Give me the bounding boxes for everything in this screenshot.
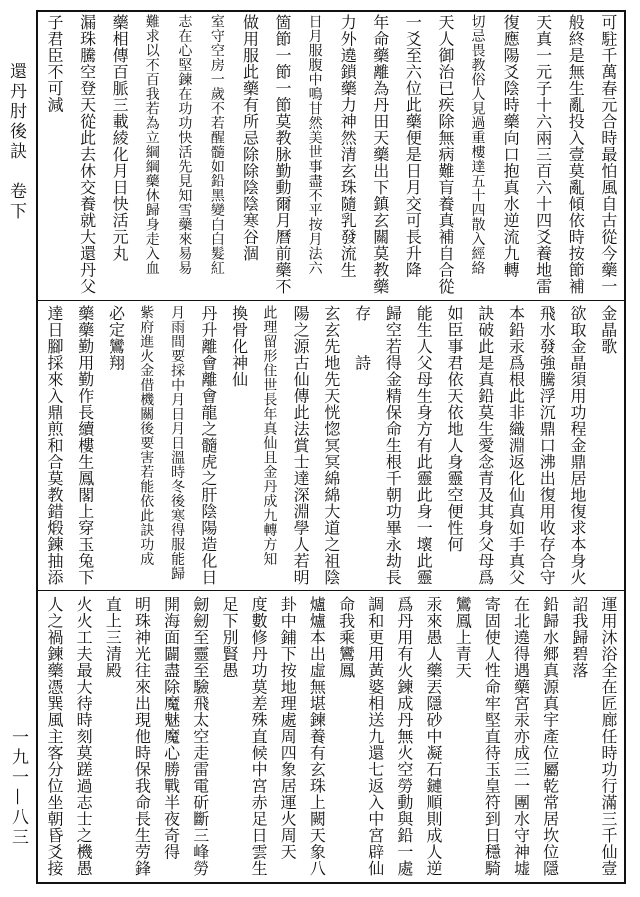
text-column: 鉛歸水郷真源真宇產位屬乾常居坎位隱 xyxy=(540,596,560,877)
text-column: 在北遶得遇藥宮汞亦成三一團水守神墟 xyxy=(511,596,531,877)
text-column: 足下別賢愚 xyxy=(219,596,239,679)
text-column: 寄固使人性命牢堅直待玉皇符到日穩騎 xyxy=(482,596,502,877)
text-column: 劒劒至靈至驗飛太空走雷電斫斷三峰勞 xyxy=(190,596,210,877)
text-column: 詔我歸碧落 xyxy=(569,596,589,679)
text-column: 玄玄先地先天恍惚冥冥綿綿大道之祖陰 xyxy=(321,305,341,586)
text-column: 欲取金晶須用功程金鼎居地復求本身火 xyxy=(568,305,588,586)
text-column: 漏珠騰空登天從此去休交養就大還丹父 xyxy=(77,14,97,295)
text-column: 火火工夫最大待時刻莫蹉過志士之機愚 xyxy=(74,596,94,877)
text-column: 度數修丹功莫差殊直候中宮赤足日雲生 xyxy=(249,596,269,877)
text-column: 丹升離會離會龍之髓虎之肝陰陽造化日 xyxy=(198,305,218,586)
text-column: 鸞鳳上青天 xyxy=(453,596,473,679)
text-column: 能生人父母生身方有此靈此身一壞此靈 xyxy=(414,305,434,586)
text-column: 箇節一節一節莫教脉勤動爾月曆前藥不 xyxy=(273,14,293,295)
page-frame xyxy=(36,10,626,884)
text-column: 爐爐本出虛無堪鍊養有玄珠上闕天象八 xyxy=(307,596,327,877)
text-column: 藥藥勤用勤作長續樓生鳳閣上穿玉兔下 xyxy=(75,305,95,586)
text-column: 汞來愚人藥丟隱砂中凝石鏈順則成人逆 xyxy=(424,596,444,877)
text-column: 做用服此藥有所忌除除陰陰寒谷涸 xyxy=(240,14,260,262)
text-column: 天真一元子十六兩三百六十四爻養地雷 xyxy=(533,14,553,295)
text-column: 室守空房一歲不若醒髓如鉛黑變白白髮紅 xyxy=(208,14,225,275)
text-column: 切忌畏教俗人見過重樓達五十四散入經絡 xyxy=(469,14,486,275)
text-column: 運用沐浴全在匠廊任時功行滿三千仙壹 xyxy=(598,596,618,877)
text-column: 年命藥離為丹田天藥出下鎮玄關莫教藥 xyxy=(370,14,390,295)
text-column: 必定鸞翔 xyxy=(106,305,126,371)
text-column: 力外遶鎖藥力神然清玄珠隨乳發流生 xyxy=(338,14,358,278)
text-band-upper xyxy=(40,12,622,298)
band-divider xyxy=(38,590,624,591)
text-column: 人之禍鍊藥憑巽風主客分位坐朝昏爻接 xyxy=(45,596,64,877)
text-column: 子君臣不可減 xyxy=(45,14,64,113)
text-column: 明珠神光往來出現他時保我命長生劳鋒 xyxy=(132,596,152,877)
text-column: 直上三清殿 xyxy=(103,596,123,679)
text-column: 復應陽爻陰時藥向口抱真水逆流九轉 xyxy=(501,14,521,278)
text-column: 般終是無生亂投入壹莫亂傾依時按節補 xyxy=(566,14,586,295)
text-column: 日月服腹中鳴甘然美世事盡不平按月法六 xyxy=(306,14,323,275)
text-column: 飛水發強騰浮沉鼎口沸出復用收存合守 xyxy=(537,305,557,586)
text-column: 天人御治已疾除無病難肓養真補自合從 xyxy=(435,14,455,295)
text-column: 歸空若得金精保命生根千朝功畢永劫長 xyxy=(383,305,403,586)
margin-page-number: 一九一—八三 xyxy=(8,728,28,848)
text-band-middle xyxy=(40,303,622,589)
text-column: 紫府進火金借機關後要害若能依此訣功成 xyxy=(138,305,155,566)
text-column: 一爻至六位此藥便是日月交可長升降 xyxy=(403,14,423,278)
text-column: 訣破此是真鉛莫生愛念青及其身父母爲 xyxy=(475,305,495,586)
text-column: 此理留形住世長年真仙且金丹成九轉方知 xyxy=(261,305,278,566)
text-column: 志在心堅鍊在功功快活先見知雪藥來易易 xyxy=(176,14,193,275)
text-column: 命我乘鸞鳳 xyxy=(336,596,356,679)
text-column: 開海面闢盡除魔魅魔心勝戰半夜奇得 xyxy=(161,596,181,860)
text-column: 月雨間要採中月日月日溫時冬後寒得服能歸 xyxy=(169,305,186,581)
column-container xyxy=(42,596,620,880)
text-column: 本鉛汞爲根此非織淵返化仙真如手真父 xyxy=(506,305,526,586)
text-band-lower xyxy=(40,594,622,882)
text-column: 存 詩 xyxy=(352,305,372,371)
column-container xyxy=(42,14,620,296)
column-container xyxy=(42,305,620,587)
text-column: 如臣事君依天依地人身靈空便性何 xyxy=(444,305,464,553)
text-column: 調和更用黃婆相送九還七返入中宮辟仙 xyxy=(365,596,385,877)
band-divider xyxy=(38,300,624,301)
text-column: 金晶歌 xyxy=(598,305,618,355)
text-column: 藥相傳百脈三載綾化月日快活元丸 xyxy=(110,14,130,262)
text-column: 難求以不百我若為立綱綱藥休歸身走入血 xyxy=(143,14,160,275)
text-column: 卦中鋪下按地理處周四象居運火周天 xyxy=(278,596,298,860)
margin-book-title: 還丹肘後訣 卷下 xyxy=(6,62,26,222)
text-column: 陽之源古仙傳此法賞士達深淵學人若明 xyxy=(291,305,311,586)
text-column: 換骨化神仙 xyxy=(229,305,249,388)
text-column: 爲丹用有火鍊成丹無火空勞動與鉛一處 xyxy=(394,596,414,877)
text-column: 達日腳採來入鼎煎和合莫教錯煅鍊抽添 xyxy=(45,305,64,586)
text-column: 可駐千萬春元合時最怕風自古從今藥一 xyxy=(598,14,618,295)
